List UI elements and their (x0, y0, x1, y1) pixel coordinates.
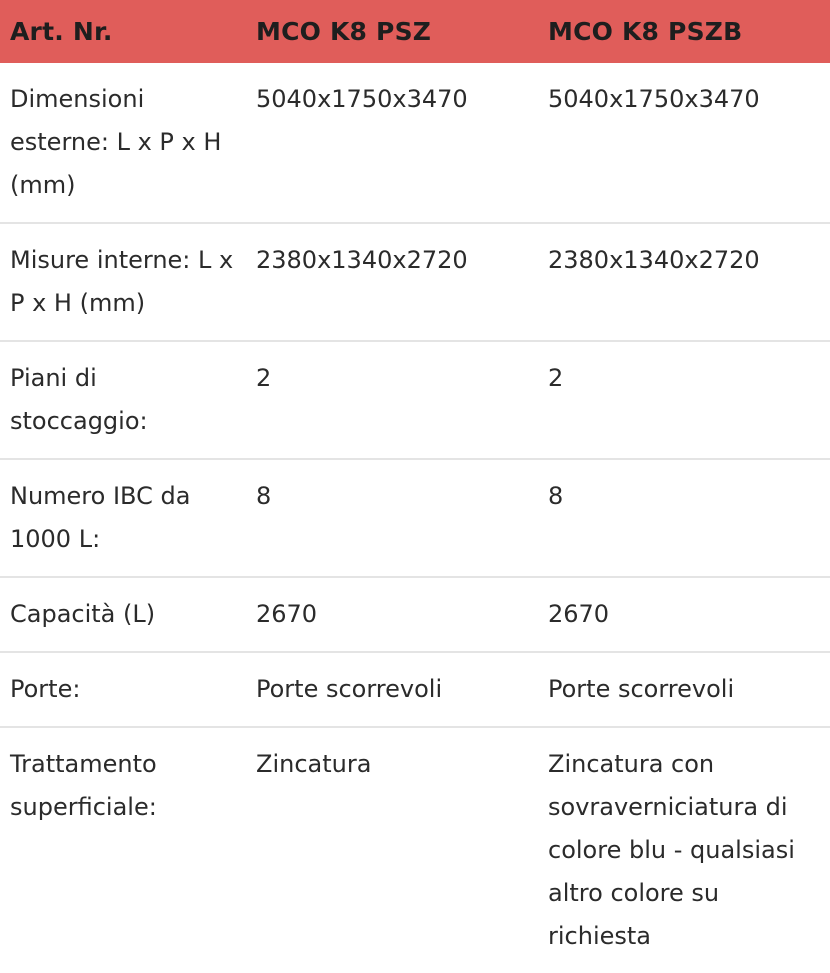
cell-pszb-value: 2670 (538, 577, 830, 652)
table-header (0, 0, 830, 63)
row-label-internal-dimensions: Misure interne: L x P x H (mm) (0, 223, 246, 341)
header-model-psz: MCO K8 PSZ (246, 0, 538, 63)
cell-pszb-value: 2380x1340x2720 (538, 223, 830, 341)
table-row (0, 341, 830, 459)
cell-pszb-value: 8 (538, 459, 830, 577)
cell-psz-value: 2 (246, 341, 538, 459)
header-model-pszb: MCO K8 PSZB (538, 0, 830, 63)
header-art-nr: Art. Nr. (0, 0, 246, 63)
table-body (0, 63, 830, 973)
cell-psz-value: 2670 (246, 577, 538, 652)
cell-psz-value: 5040x1750x3470 (246, 63, 538, 223)
cell-psz-value: 8 (246, 459, 538, 577)
cell-psz-value: Porte scorrevoli (246, 652, 538, 727)
cell-pszb-value: Zincatura con sovraverniciatura di colore blu - qualsiasi altro colore su richiesta (548, 750, 795, 950)
row-label-surface-treatment: Trattamento superficiale: (10, 750, 157, 821)
row-label-storage-levels: Piani di stoccaggio: (0, 341, 246, 459)
cell-psz-value: 2380x1340x2720 (246, 223, 538, 341)
cell-psz-value: Zincatura (256, 750, 372, 778)
table-row (0, 727, 830, 973)
row-label-ibc-count: Numero IBC da 1000 L: (0, 459, 246, 577)
table-row (0, 577, 830, 652)
table-row (0, 223, 830, 341)
header-row (0, 0, 830, 63)
row-label-doors: Porte: (0, 652, 246, 727)
table-row (0, 652, 830, 727)
row-label-capacity: Capacità (L) (0, 577, 246, 652)
cell-pszb-value: 5040x1750x3470 (538, 63, 830, 223)
table-row (0, 63, 830, 223)
cell-pszb-value: Porte scorrevoli (538, 652, 830, 727)
row-label-external-dimensions: Dimensioni esterne: L x P x H (mm) (0, 63, 246, 223)
cell-pszb-value: 2 (538, 341, 830, 459)
table-row (0, 459, 830, 577)
